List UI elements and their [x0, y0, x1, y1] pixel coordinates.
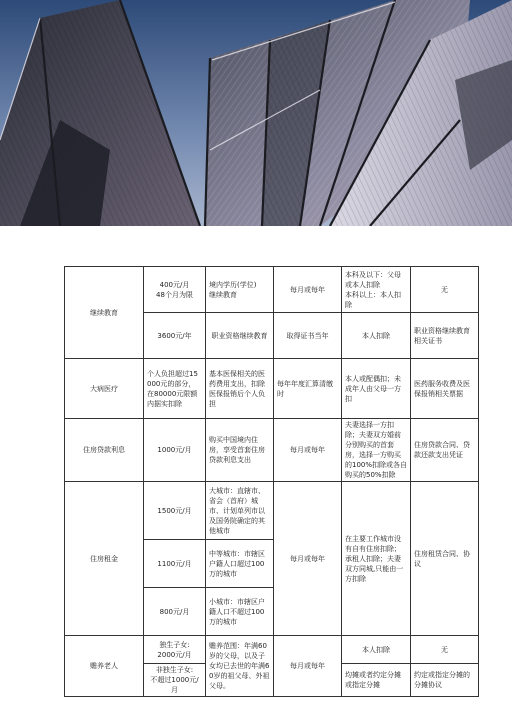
amount-cell: 1100元/月 [144, 540, 206, 588]
who-cell: 本人扣除 [342, 636, 411, 664]
who-cell: 夫妻选择一方扣除；夫妻双方婚前分别购买的首套房，选择一方购买的100%扣除或各自购买的50%扣除 [342, 419, 411, 482]
scope-cell: 大城市：直辖市、省会（首府）城市、计划单列市以及国务院确定的其他城市 [206, 482, 274, 540]
category-cell: 住房租金 [65, 482, 144, 636]
time-cell: 每年年度汇算清缴时 [274, 359, 342, 419]
amount-cell: 1500元/月 [144, 482, 206, 540]
scope-cell: 中等城市：市辖区户籍人口超过100万的城市 [206, 540, 274, 588]
docs-cell: 住房租赁合同、协议 [411, 482, 479, 636]
category-cell: 赡养老人 [65, 636, 144, 697]
who-cell: 在主要工作城市没有自有住房扣除；承租人扣除；夫妻双方同城,只能由一方扣除 [342, 482, 411, 636]
category-cell: 继续教育 [65, 267, 144, 359]
scope-cell: 购买中国境内住房，享受首套住房贷款利息支出 [206, 419, 274, 482]
amount-cell: 非独生子女: 不超过1000元/月 [144, 664, 206, 697]
who-cell: 本人或配偶扣；未成年人由父母一方扣 [342, 359, 411, 419]
amount-cell: 独生子女: 2000元/月 [144, 636, 206, 664]
docs-cell: 约定或指定分摊的分摊协议 [411, 664, 479, 697]
time-cell: 取得证书当年 [274, 313, 342, 359]
docs-cell: 医药服务收费及医保报销相关票据 [411, 359, 479, 419]
time-cell: 每月或每年 [274, 482, 342, 636]
building-photo [0, 0, 512, 226]
table-row [65, 636, 479, 664]
amount-cell: 个人负担超过15000元的部分，在80000元限额内据实扣除 [144, 359, 206, 419]
who-cell: 均摊或者约定分摊或指定分摊 [342, 664, 411, 697]
scope-cell: 境内学历(学位) 继续教育 [206, 267, 274, 313]
category-cell: 大病医疗 [65, 359, 144, 419]
scope-cell: 小城市：市辖区户籍人口不超过100万的城市 [206, 588, 274, 636]
docs-cell: 职业资格继续教育相关证书 [411, 313, 479, 359]
amount-cell: 3600元/年 [144, 313, 206, 359]
who-cell: 本人扣除 [342, 313, 411, 359]
time-cell: 每月或每年 [274, 267, 342, 313]
category-cell: 住房贷款利息 [65, 419, 144, 482]
time-cell: 每月或每年 [274, 636, 342, 697]
time-cell: 每月或每年 [274, 419, 342, 482]
amount-cell: 400元/月 48个月为限 [144, 267, 206, 313]
scope-cell: 赡养范围：年满60岁的父母，以及子女均已去世的年满60岁的祖父母、外祖父母。 [206, 636, 274, 697]
table-row [65, 482, 479, 540]
scope-cell: 职业资格继续教育 [206, 313, 274, 359]
scope-cell: 基本医保相关的医药费用支出，扣除医保报销后个人负担 [206, 359, 274, 419]
amount-cell: 1000元/月 [144, 419, 206, 482]
docs-cell: 住房贷款合同、贷款还款支出凭证 [411, 419, 479, 482]
who-cell: 本科及以下：父母或本人扣除 本科以上：本人扣除 [342, 267, 411, 313]
amount-cell: 800元/月 [144, 588, 206, 636]
deduction-table [64, 266, 478, 697]
table-row [65, 267, 479, 313]
table-row [65, 419, 479, 482]
docs-cell: 无 [411, 267, 479, 313]
table-row [65, 359, 479, 419]
docs-cell: 无 [411, 636, 479, 664]
